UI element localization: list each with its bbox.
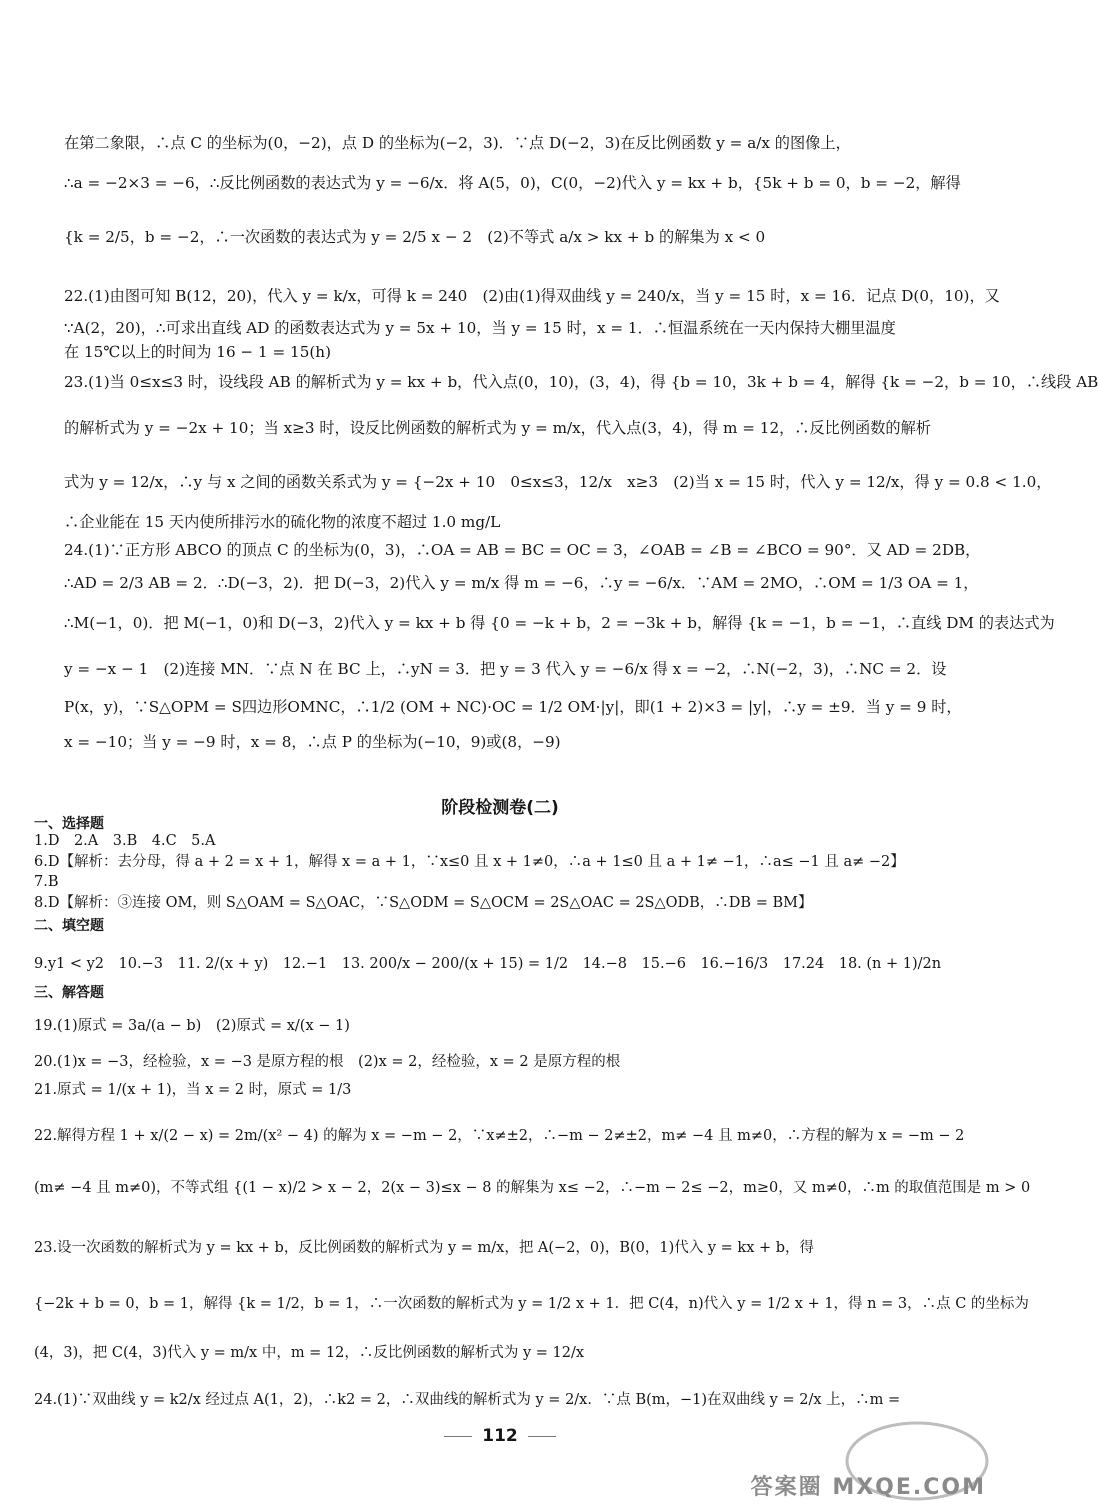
text-line: 在第二象限，∴点 C 的坐标为(0，−2)，点 D 的坐标为(−2，3)．∵点 D(−2，3)在反比例函数 y = a/x 的图像上， xyxy=(64,134,851,152)
choice-q7: 7.B xyxy=(34,874,59,890)
answer-q24: 24.(1)∵双曲线 y = k2/x 经过点 A(1，2)，∴k2 = 2，∴双曲线的解析式为 y = 2/x．∵点 B(m，−1)在双曲线 y = 2/x 上，∴m = xyxy=(34,1392,901,1408)
answer-q22: 22.解得方程 1 + x/(2 − x) = 2m/(x² − 4) 的解为 x = −m − 2，∵x≠±2，∴−m − 2≠±2，m≠ −4 且 m≠0，∴方程的解为 x = −m − 2 xyxy=(34,1128,965,1144)
text-line: ∴企业能在 15 天内使所排污水的硫化物的浓度不超过 1.0 mg/L xyxy=(64,513,501,531)
choice-answers: 1.D 2.A 3.B 4.C 5.A xyxy=(34,833,216,849)
answer-q20: 20.(1)x = −3，经检验，x = −3 是原方程的根 (2)x = 2，经检验，x = 2 是原方程的根 xyxy=(34,1054,621,1070)
answer-heading: 三、解答题 xyxy=(34,985,104,1001)
question-22-answer: 22.(1)由图可知 B(12，20)，代入 y = k/x，可得 k = 240 (2)由(1)得双曲线 y = 240/x，当 y = 15 时，x = 16．记点 D(0，10)，又 xyxy=(64,287,1000,305)
text-line: 在 15℃以上的时间为 16 − 1 = 15(h) xyxy=(64,343,331,361)
text-line: P(x，y)，∵S△OPM = S四边形OMNC，∴1/2 (OM + NC)·OC = 1/2 OM·|y|，即(1 + 2)×3 = |y|，∴y = ±9．当 y = 9 时， xyxy=(64,698,962,716)
page-number: 112 xyxy=(0,1426,1000,1446)
choice-q6: 6.D【解析：去分母，得 a + 2 = x + 1，解得 x = a + 1，∵x≤0 且 x + 1≠0，∴a + 1≤0 且 a + 1≠ −1，∴a≤ −1 且 a≠ −2】 xyxy=(34,854,905,870)
answer-q19: 19.(1)原式 = 3a/(a − b) (2)原式 = x/(x − 1) xyxy=(34,1018,350,1034)
section-title: 阶段检测卷(二) xyxy=(441,798,559,818)
answer-q21: 21.原式 = 1/(x + 1)，当 x = 2 时，原式 = 1/3 xyxy=(34,1082,352,1098)
question-24-answer: 24.(1)∵正方形 ABCO 的顶点 C 的坐标为(0，3)，∴OA = AB = BC = OC = 3，∠OAB = ∠B = ∠BCO = 90°．又 AD = 2DB， xyxy=(64,541,981,559)
text-line: y = −x − 1 (2)连接 MN．∵点 N 在 BC 上，∴yN = 3．把 y = 3 代入 y = −6/x 得 x = −2，∴N(−2，3)，∴NC = 2．设 xyxy=(64,660,947,678)
question-23-answer: 23.(1)当 0≤x≤3 时，设线段 AB 的解析式为 y = kx + b，代入点(0，10)，(3，4)，得 {b = 10，3k + b = 4，解得 {k = −2，b = 10，∴线段 AB xyxy=(64,373,1098,391)
choice-heading: 一、选择题 xyxy=(34,816,104,832)
text-line: 式为 y = 12/x，∴y 与 x 之间的函数关系式为 y = {−2x + 10 0≤x≤3，12/x x≥3 (2)当 x = 15 时，代入 y = 12/x，得 y = 0.8 < 1.0， xyxy=(64,473,1052,491)
text-line: (m≠ −4 且 m≠0)，不等式组 {(1 − x)/2 > x − 2，2(x − 3)≤x − 8 的解集为 x≤ −2，∴−m − 2≤ −2，m≥0，又 m≠0，∴m 的取值范围是 m > 0 xyxy=(34,1180,1031,1196)
text-line: ∵A(2，20)，∴可求出直线 AD 的函数表达式为 y = 5x + 10，当 y = 15 时，x = 1．∴恒温系统在一天内保持大棚里温度 xyxy=(64,319,896,337)
text-line: (4，3)，把 C(4，3)代入 y = m/x 中，m = 12，∴反比例函数的解析式为 y = 12/x xyxy=(34,1345,585,1361)
text-line: ∴a = −2×3 = −6，∴反比例函数的表达式为 y = −6/x．将 A(5，0)，C(0，−2)代入 y = kx + b，{5k + b = 0，b = −2，解得 xyxy=(64,174,961,192)
text-line: 的解析式为 y = −2x + 10；当 x≥3 时，设反比例函数的解析式为 y = m/x，代入点(3，4)，得 m = 12，∴反比例函数的解析 xyxy=(64,419,931,437)
answer-q23: 23.设一次函数的解析式为 y = kx + b，反比例函数的解析式为 y = m/x，把 A(−2，0)，B(0，1)代入 y = kx + b，得 xyxy=(34,1240,815,1256)
watermark-text: 答案圈 MXQE.COM xyxy=(750,1475,986,1500)
fill-heading: 二、填空题 xyxy=(34,918,104,934)
text-line: {k = 2/5，b = −2，∴一次函数的表达式为 y = 2/5 x − 2 (2)不等式 a/x > kx + b 的解集为 x < 0 xyxy=(64,228,766,246)
text-line: ∴M(−1，0)．把 M(−1，0)和 D(−3，2)代入 y = kx + b 得 {0 = −k + b，2 = −3k + b，解得 {k = −1，b = −1，∴直线 DM 的表达式为 xyxy=(64,614,1055,632)
text-line: x = −10；当 y = −9 时，x = 8，∴点 P 的坐标为(−10，9)或(8，−9) xyxy=(64,733,561,751)
text-line: ∴AD = 2/3 AB = 2．∴D(−3，2)．把 D(−3，2)代入 y = m/x 得 m = −6，∴y = −6/x．∵AM = 2MO，∴OM = 1/3 OA = 1， xyxy=(64,574,979,592)
choice-q8: 8.D【解析：③连接 OM，则 S△OAM = S△OAC，∵S△ODM = S△OCM = 2S△OAC = 2S△ODB，∴DB = BM】 xyxy=(34,895,813,911)
text-line: {−2k + b = 0，b = 1，解得 {k = 1/2，b = 1，∴一次函数的解析式为 y = 1/2 x + 1．把 C(4，n)代入 y = 1/2 x + 1，得 n = 3，∴点 C 的坐标为 xyxy=(34,1296,1029,1312)
fill-answers: 9.y1 < y2 10.−3 11. 2/(x + y) 12.−1 13. 200/x − 200/(x + 15) = 1/2 14.−8 15.−6 16.−16/3 17.24 18. (n + 1)/2n xyxy=(34,956,942,972)
